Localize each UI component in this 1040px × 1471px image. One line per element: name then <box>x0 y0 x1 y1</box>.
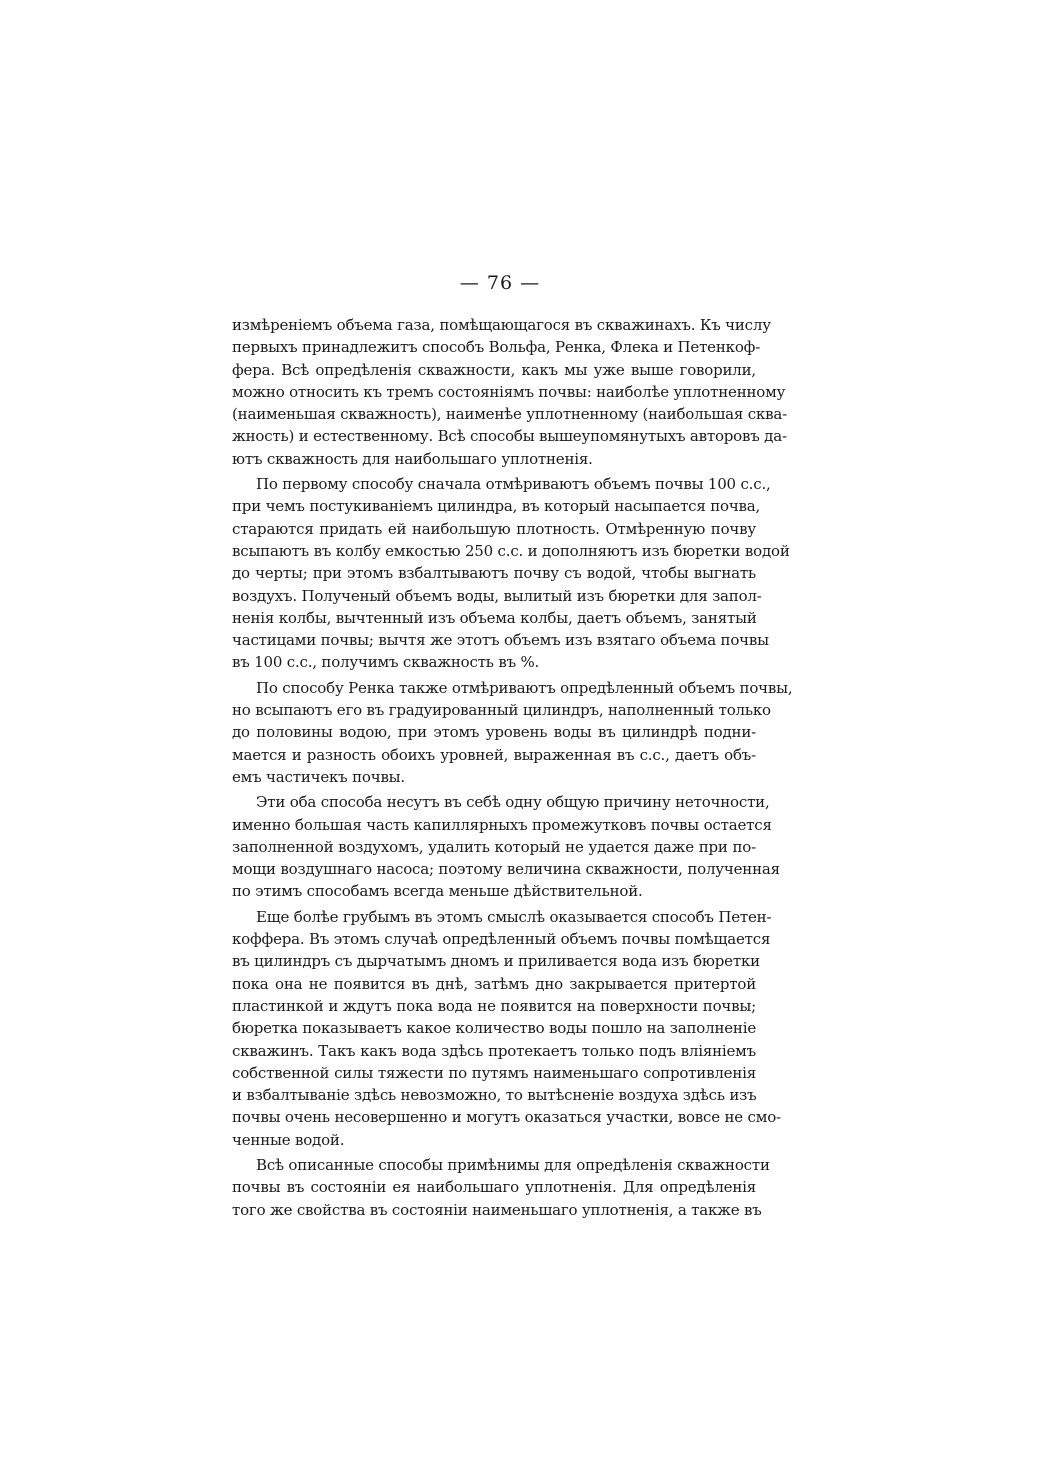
text-line: Эти оба способа несутъ въ себѣ одну общую причину неточности, <box>256 793 770 812</box>
text-line: ненія колбы, вычтенный изъ объема колбы, даетъ объемъ, занятый <box>232 608 757 627</box>
text-line: именно большая часть капиллярныхъ промежутковъ почвы остается <box>232 815 772 834</box>
text-line: по этимъ способамъ всегда меньше дѣйствительной. <box>232 882 643 901</box>
text-line: частицами почвы; вычтя же этотъ объемъ изъ взятаго объема почвы <box>232 631 769 650</box>
body-text <box>232 314 793 1224</box>
text-line: жность) и естественному. Всѣ способы вышеупомянутыхъ авторовъ да- <box>232 427 787 446</box>
text-line: въ цилиндръ съ дырчатымъ дномъ и приливается вода изъ бюретки <box>232 952 760 971</box>
text-line: пластинкой и ждутъ пока вода не появится на поверхности почвы; <box>232 996 756 1015</box>
paragraph <box>232 1154 770 1221</box>
text-line: первыхъ принадлежитъ способъ Вольфа, Ренка, Флека и Петенкоф- <box>232 338 761 357</box>
text-line: до черты; при этомъ взбалтываютъ почву съ водой, чтобы выгнать <box>232 564 756 583</box>
text-line: заполненной воздухомъ, удалить который не удается даже при по- <box>232 837 756 856</box>
text-line: собственной силы тяжести по путямъ наименьшаго сопротивленія <box>232 1063 756 1082</box>
text-line: въ 100 с.с., получимъ скважность въ %. <box>232 653 540 672</box>
paragraph <box>232 791 780 902</box>
text-line: бюретка показываетъ какое количество воды пошло на заполненіе <box>232 1019 756 1038</box>
text-line: стараются придать ей наибольшую плотность. Отмѣренную почву <box>232 519 756 538</box>
text-line: при чемъ постукиваніемъ цилиндра, въ который насыпается почва, <box>232 497 761 516</box>
text-line: коффера. Въ этомъ случаѣ опредѣленный объемъ почвы помѣщается <box>232 930 771 949</box>
paragraph <box>232 906 781 1151</box>
text-line: измѣреніемъ объема газа, помѣщающагося въ скважинахъ. Къ числу <box>232 316 771 334</box>
text-line: ютъ скважность для наибольшаго уплотненія. <box>232 449 593 468</box>
page-number: — 76 — <box>459 272 541 294</box>
text-line: почвы въ состояніи ея наибольшаго уплотненія. Для опредѣленія <box>232 1178 756 1197</box>
text-line: до половины водою, при этомъ уровень воды въ цилиндрѣ подни- <box>232 723 756 742</box>
text-line: (наименьшая скважность), наименѣе уплотненному (наибольшая сква- <box>232 405 787 424</box>
text-line: мощи воздушнаго насоса; поэтому величина скважности, полученная <box>232 860 780 879</box>
text-line: но всыпаютъ его въ градуированный цилиндръ, наполненный только <box>232 701 771 720</box>
text-line: можно относить къ тремъ состояніямъ почвы: наиболѣе уплотненному <box>232 382 786 401</box>
text-line: почвы очень несовершенно и могутъ оказаться участки, вовсе не смо- <box>232 1108 781 1127</box>
text-line: и взбалтываніе здѣсь невозможно, то вытѣсненіе воздуха здѣсь изъ <box>232 1086 757 1105</box>
text-line: емъ частичекъ почвы. <box>232 767 405 786</box>
text-line: скважинъ. Такъ какъ вода здѣсь протекаетъ только подъ вліяніемъ <box>232 1041 756 1060</box>
text-line: воздухъ. Полученый объемъ воды, вылитый изъ бюретки для запол- <box>232 586 762 605</box>
text-line: Всѣ описанные способы примѣнимы для опредѣленія скважности <box>256 1155 770 1174</box>
text-line: ченные водой. <box>232 1130 345 1149</box>
text-line: По способу Ренка также отмѣриваютъ опредѣленный объемъ почвы, <box>256 678 793 697</box>
paragraph <box>232 677 793 788</box>
paragraph <box>232 473 790 674</box>
text-line: всыпаютъ въ колбу емкостью 250 с.с. и дополняютъ изъ бюретки водой <box>232 541 790 560</box>
text-line: того же свойства въ состояніи наименьшаго уплотненія, а также въ <box>232 1200 762 1219</box>
text-line: Еще болѣе грубымъ въ этомъ смыслѣ оказывается способъ Петен- <box>256 907 772 926</box>
text-line: мается и разность обоихъ уровней, выраженная въ с.с., даетъ объ- <box>232 745 756 764</box>
paragraph <box>232 314 787 470</box>
text-line: пока она не появится въ днѣ, затѣмъ дно закрывается притертой <box>232 974 756 993</box>
text-line: По первому способу сначала отмѣриваютъ объемъ почвы 100 с.с., <box>256 475 771 494</box>
text-line: фера. Всѣ опредѣленія скважности, какъ мы уже выше говорили, <box>232 360 756 379</box>
